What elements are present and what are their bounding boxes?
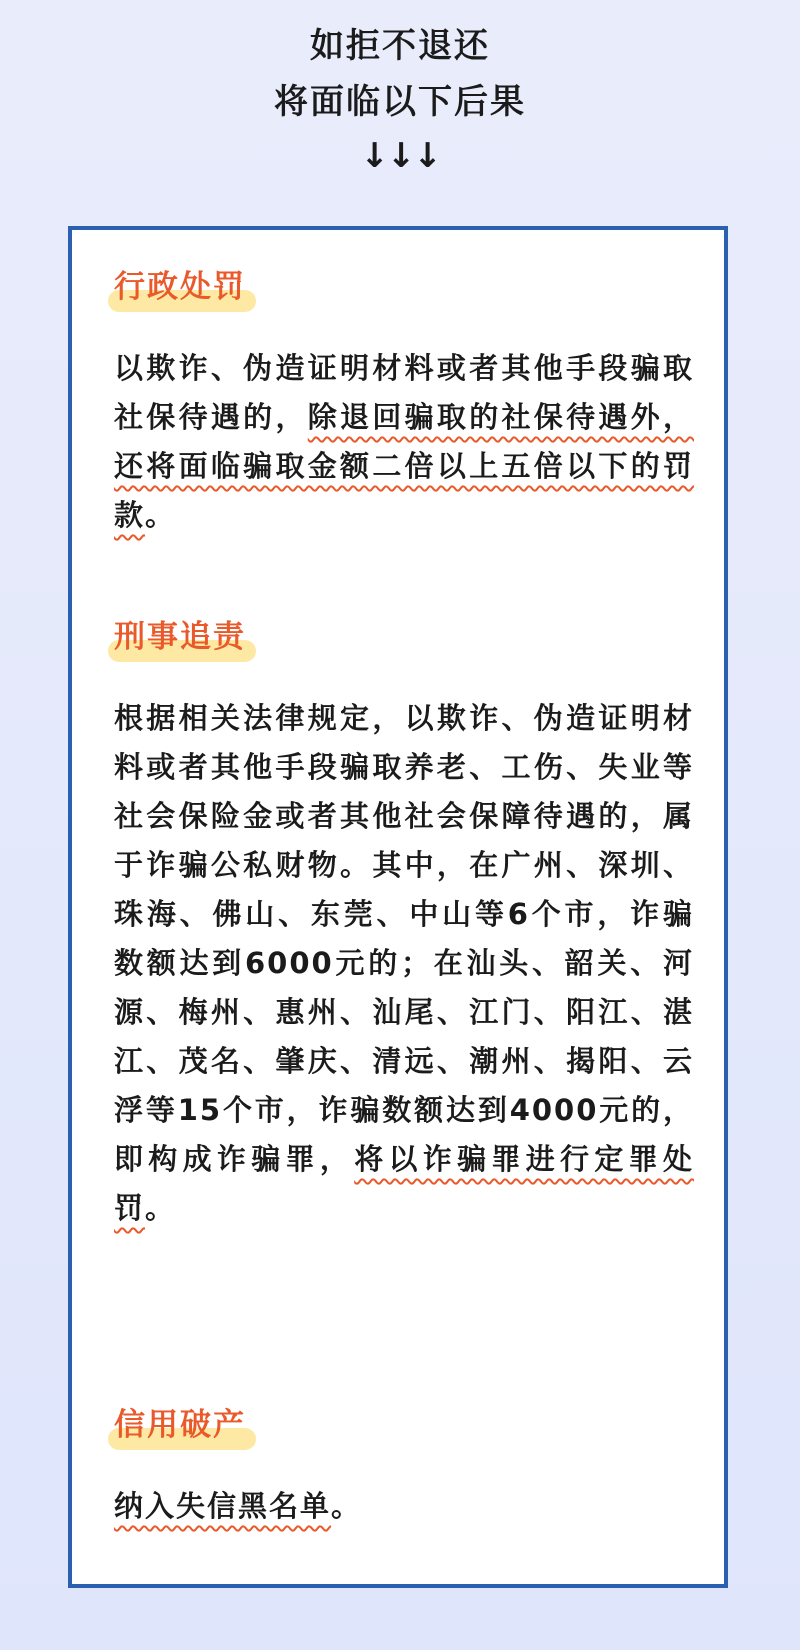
section-title-administrative-penalty [114, 264, 246, 314]
body-end: 。 [331, 1489, 363, 1523]
consequences-card [68, 226, 728, 1588]
body-end: 。 [145, 1191, 177, 1225]
section-title-credit-bankruptcy [114, 1402, 246, 1452]
emphasis-text: 将以诈骗罪进行定罪处罚 [114, 1142, 694, 1225]
down-arrows-icon: ↓↓↓ [360, 136, 440, 176]
header-line-1: 如拒不退还 [310, 26, 490, 66]
body-text: 根据相关法律规定，以欺诈、伪造证明材料或者其他手段骗取养老、工伤、失业等社会保险金或者其他社会保障待遇的，属于诈骗公私财物。其中，在广州、深圳、珠海、佛山、东莞、中山等6个市，诈骗数额达到6000元的；在汕头、韶关、河源、梅州、惠州、汕尾、江门、阳江、湛江、茂名、肇庆、清远、潮州、揭阳、云浮等15个市，诈骗数额达到4000元的，即构成诈骗罪， [114, 701, 694, 1176]
section-body-administrative-penalty [114, 344, 694, 540]
body-end: 。 [145, 498, 177, 532]
section-title-criminal-liability [114, 614, 246, 664]
emphasis-text: 纳入失信黑名单 [114, 1489, 332, 1523]
header [0, 18, 800, 178]
body-text: 以欺诈、伪造证明材料或者其他手段骗取社保待遇的， [114, 351, 694, 434]
header-line-2: 将面临以下后果 [274, 82, 526, 122]
emphasis-text: 除退回骗取的社保待遇外，还将面临骗取金额二倍以上五倍以下的罚款 [114, 400, 694, 532]
section-body-criminal-liability [114, 694, 694, 1233]
section-body-credit-bankruptcy [114, 1482, 694, 1531]
section-title-text: 信用破产 [114, 1407, 246, 1443]
section-title-text: 行政处罚 [114, 269, 246, 305]
section-title-text: 刑事追责 [114, 619, 246, 655]
